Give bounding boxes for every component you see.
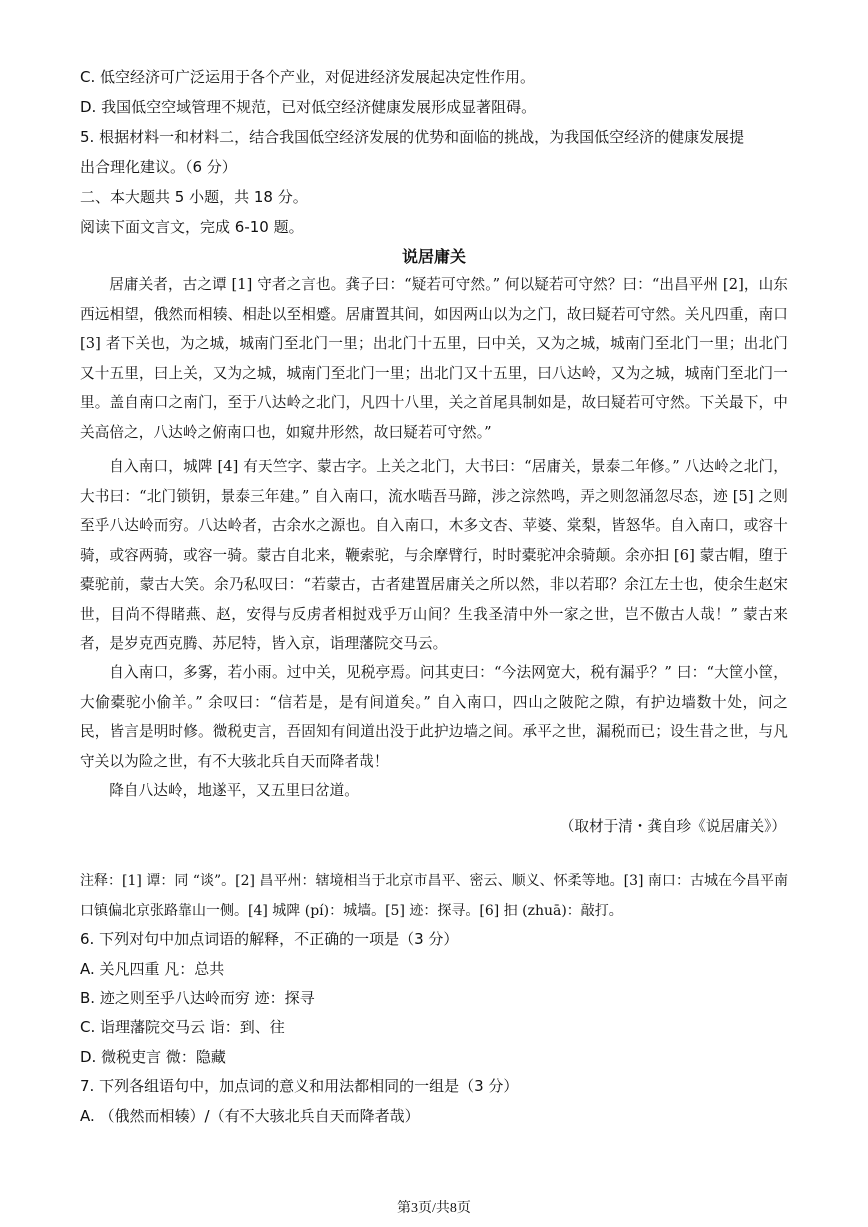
question-5-cont: 出合理化建议。（6 分） — [80, 158, 237, 176]
question-7-option-a: A. （俄然而相辏）/（有不大骇北兵自天而降者哉） — [80, 1107, 420, 1125]
question-5: 5. 根据材料一和材料二，结合我国低空经济发展的优势和面临的挑战，为我国低空经济的健康发展提 — [80, 128, 745, 146]
passage-paragraph-2: 自入南口，城陴 [4] 有天竺字、蒙古字。上关之北门，大书曰：“居庸关，景泰二年修。” 八达岭之北门，大书曰：“北门锁钥，景泰三年建。” 自入南口，流水啮吾马蹄，涉之淙然鸣，弄之则忽涌忽尽态，迹 [5] 之则至乎八达岭而穷。八达岭者，古余水之源也。自入南口，木多文杏、苹婆、棠梨，皆怒华。自入南口，或容十骑，或容两骑，或容一骑。蒙古自北来，鞭索驼，与余摩臂行，时时橐驼冲余骑颠。余亦抇 [6] 蒙古帽，堕于橐驼前，蒙古大笑。余乃私叹曰：“若蒙古，古者建置居庸关之所以然，非以若耶？余江左士也，使余生赵宋世，目尚不得睹燕、赵，安得与反虏者相挝戏乎万山间？生我圣清中外一家之世，岂不傲古人哉！” 蒙古来者，是岁克西克腾、苏尼特，皆入京，诣理藩院交马云。 — [80, 458, 788, 652]
question-6-option-b: B. 迹之则至乎八达岭而穷 迹：探寻 — [80, 989, 315, 1007]
page-number: 第3页/共8页 — [397, 1201, 471, 1216]
annotations: 注释：[1] 谭：同 “谈”。[2] 昌平州：辖境相当于北京市昌平、密云、顺义、怀柔等地。[3] 南口：古城在今昌平南口镇偏北京张路靠山一侧。[4] 城陴 (pí)：城墙。[5] 迹：探寻。[6] 抇 (zhuā)：敲打。 — [80, 873, 788, 919]
question-6-option-a: A. 关凡四重 凡：总共 — [80, 960, 225, 978]
question-6-option-d: D. 微税吏言 微：隐藏 — [80, 1048, 226, 1066]
option-c-q4: C. 低空经济可广泛运用于各个产业，对促进经济发展起决定性作用。 — [80, 68, 536, 86]
passage-paragraph-1: 居庸关者，古之谭 [1] 守者之言也。龚子曰：“疑若可守然。” 何以疑若可守然？曰：“出昌平州 [2]，山东西远相望，俄然而相辏、相赴以至相蹙。居庸置其间，如因两山以为之门，故曰疑若可守然。关凡四重，南口 [3] 者下关也，为之城，城南门至北门一里；出北门十五里，曰中关，又为之城，城南门至北门一里；出北门又十五里，曰上关，又为之城，城南门至北门一里；出北门又十五里，曰八达岭，又为之城，城南门至北门一里。盖自南口之南门，至于八达岭之北门，凡四十八里，关之首尾具制如是，故曰疑若可守然。下关最下，中关高倍之，八达岭之俯南口也，如窥井形然，故曰疑若可守然。” — [80, 276, 788, 441]
question-6: 6. 下列对句中加点词语的解释，不正确的一项是（3 分） — [80, 930, 459, 948]
passage-title: 说居庸关 — [401, 247, 466, 266]
passage-source: （取材于清・龚自珍《说居庸关》） — [559, 818, 786, 835]
question-6-option-c: C. 诣理藩院交马云 诣：到、往 — [80, 1018, 285, 1036]
section-heading: 二、本大题共 5 小题，共 18 分。 — [80, 188, 308, 206]
passage-paragraph-4: 降自八达岭，地遂平，又五里曰岔道。 — [109, 782, 359, 799]
passage-paragraph-3: 自入南口，多雾，若小雨。过中关，见税亭焉。问其吏曰：“今法网宽大，税有漏乎？” 曰：“大筐小筐，大偷橐驼小偷羊。” 余叹曰：“信若是，是有间道矣。” 自入南口，四山之陂陀之隙，有护边墙数十处，问之民，皆言是明时修。微税吏言，吾固知有间道出没于此护边墙之间。承平之世，漏税而已；设生昔之世，与凡守关以为险之世，有不大骇北兵自天而降者哉！ — [80, 664, 788, 770]
option-d-q4: D. 我国低空空域管理不规范，已对低空经济健康发展形成显著阻碍。 — [80, 98, 537, 116]
question-7: 7. 下列各组语句中，加点词的意义和用法都相同的一组是（3 分） — [80, 1077, 519, 1095]
reading-instruction: 阅读下面文言文，完成 6-10 题。 — [80, 218, 304, 236]
